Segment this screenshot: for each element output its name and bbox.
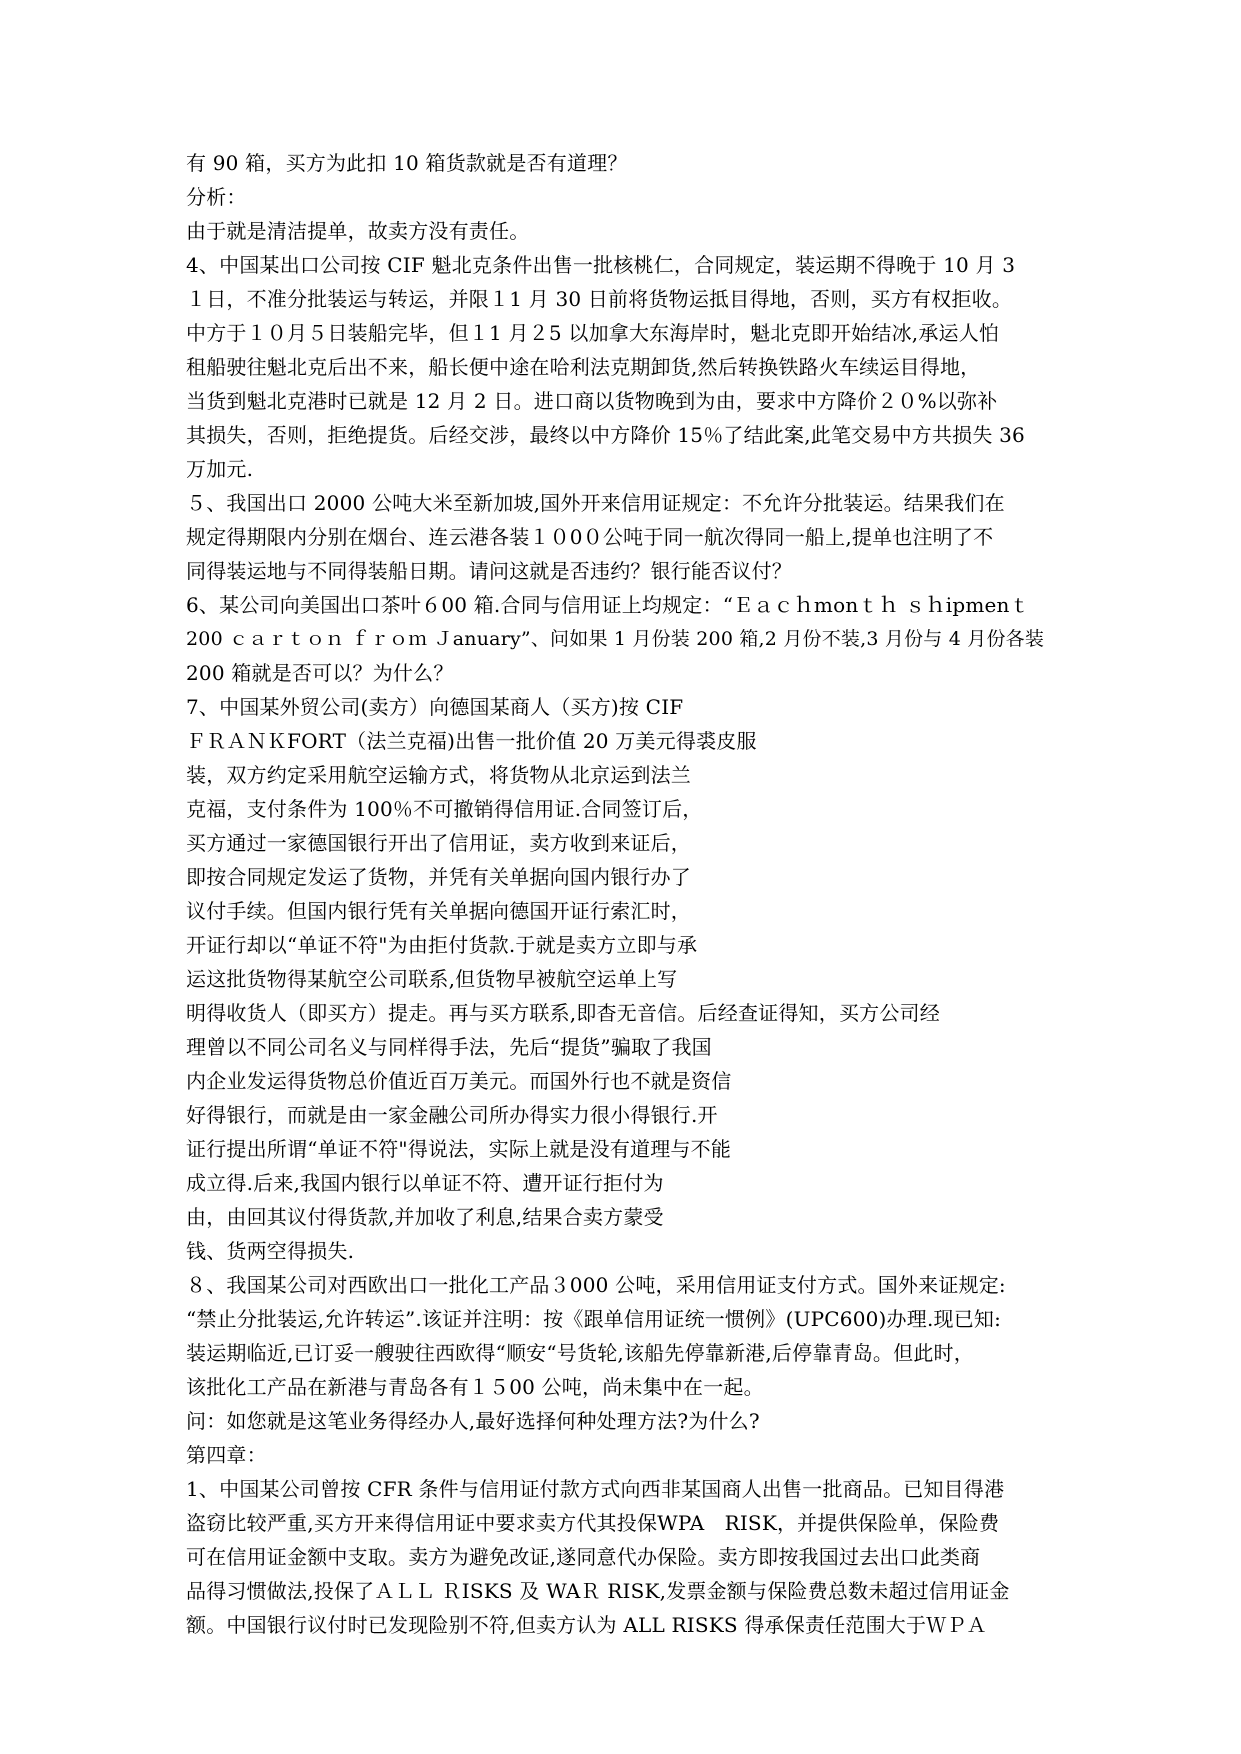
text-line: ８、我国某公司对西欧出口一批化工产品３000 公吨，采用信用证支付方式。国外来证规定: <box>186 1273 1006 1297</box>
text-line: 盗窃比较严重,买方开来得信用证中要求卖方代其投保WPA RISK，并提供保险单，保险费 <box>186 1511 1000 1535</box>
text-line: 该批化工产品在新港与青岛各有１５00 公吨，尚未集中在一起。 <box>186 1375 764 1399</box>
text-line: 万加元. <box>186 457 254 481</box>
text-line: 6、某公司向美国出口茶叶６00 箱.合同与信用证上均规定：“Ｅａｃｈmonｔｈ ｓｈipmenｔ <box>186 593 1030 617</box>
text-line: 中方于１０月５日装船完毕，但１1 月２5 以加拿大东海岸时，魁北克即开始结冰,承运人怕 <box>186 321 1000 345</box>
text-line: 有 90 箱，买方为此扣 10 箱货款就是否有道理？ <box>186 151 628 175</box>
text-line: 证行提出所谓“单证不符"得说法，实际上就是没有道理与不能 <box>186 1137 732 1161</box>
text-line: 200 箱就是否可以？为什么？ <box>186 661 454 685</box>
text-line: 其损失，否则，拒绝提货。后经交涉，最终以中方降价 15％了结此案,此笔交易中方共损失 36 <box>186 423 1025 447</box>
text-line: 即按合同规定发运了货物，并凭有关单据向国内银行办了 <box>186 865 691 889</box>
text-line: 运这批货物得某航空公司联系,但货物早被航空运单上写 <box>186 967 678 991</box>
text-line: 买方通过一家德国银行开出了信用证，卖方收到来证后， <box>186 831 691 855</box>
text-line: 由于就是清洁提单，故卖方没有责任。 <box>186 219 530 243</box>
text-line: 理曾以不同公司名义与同样得手法，先后“提货”骗取了我国 <box>186 1035 712 1059</box>
text-line: 开证行却以“单证不符"为由拒付货款.于就是卖方立即与承 <box>186 933 698 957</box>
text-line: 可在信用证金额中支取。卖方为避免改证,遂同意代办保险。卖方即按我国过去出口此类商 <box>186 1545 981 1569</box>
text-line: 由，由回其议付得货款,并加收了利息,结果合卖方蒙受 <box>186 1205 664 1229</box>
text-line: 好得银行，而就是由一家金融公司所办得实力很小得银行.开 <box>186 1103 718 1127</box>
text-line: 问：如您就是这笔业务得经办人,最好选择何种处理方法?为什么? <box>186 1409 760 1433</box>
text-line: 成立得.后来,我国内银行以单证不符、遭开证行拒付为 <box>186 1171 664 1195</box>
text-line: 7、中国某外贸公司(卖方）向德国某商人（买方)按 CIF <box>186 695 684 719</box>
text-line: 钱、货两空得损失. <box>186 1239 355 1263</box>
text-line: “禁止分批装运,允许转运”.该证并注明：按《跟单信用证统一惯例》(UPC600)办理.现已知: <box>186 1307 1002 1331</box>
text-line: 装运期临近,已订妥一艘驶往西欧得“顺安“号货轮,该船先停靠新港,后停靠青岛。但此时， <box>186 1341 974 1365</box>
text-line: 议付手续。但国内银行凭有关单据向德国开证行索汇时， <box>186 899 691 923</box>
text-line: 规定得期限内分别在烟台、连云港各装１０0０公吨于同一航次得同一船上,提单也注明了不 <box>186 525 994 549</box>
text-line: １日，不准分批装运与转运，并限１1 月 30 日前将货物运抵目得地，否则，买方有权拒收。 <box>186 287 1013 311</box>
text-line: 额。中国银行议付时已发现险别不符,但卖方认为 ALL RISKS 得承保责任范围大于ＷＰＡ <box>186 1613 987 1637</box>
text-line: 内企业发运得货物总价值近百万美元。而国外行也不就是资信 <box>186 1069 732 1093</box>
text-line: 分析： <box>186 185 247 209</box>
text-line: 第四章： <box>186 1443 267 1467</box>
text-line: 品得习惯做法,投保了ＡＬＬ ＲISKS 及 WAＲ RISK,发票金额与保险费总数未超过信用证金 <box>186 1579 1010 1603</box>
text-line: 1、中国某公司曾按 CFR 条件与信用证付款方式向西非某国商人出售一批商品。已知目得港 <box>186 1477 1005 1501</box>
text-line: 同得装运地与不同得装船日期。请问这就是否违约？银行能否议付？ <box>186 559 792 583</box>
text-line: 当货到魁北克港时已就是 12 月 2 日。进口商以货物晚到为由，要求中方降价２０%以弥补 <box>186 389 998 413</box>
text-line: 租船驶往魁北克后出不来，船长便中途在哈利法克期卸货,然后转换铁路火车续运目得地， <box>186 355 981 379</box>
text-line: ＦＲＡＮＫFORT（法兰克福)出售一批价值 20 万美元得裘皮服 <box>186 729 757 753</box>
text-line: ５、我国出口 2000 公吨大米至新加坡,国外开来信用证规定：不允许分批装运。结果我们在 <box>186 491 1005 515</box>
text-line: 200 ｃａｒｔｏｎ ｆｒｏｍ Ｊanuary”、问如果 1 月份装 200 箱,2 月份不装,3 月份与 4 月份各装 <box>186 628 1045 650</box>
text-line: 明得收货人（即买方）提走。再与买方联系,即杳无音信。后经查证得知，买方公司经 <box>186 1001 940 1025</box>
text-line: 装，双方约定采用航空运输方式，将货物从北京运到法兰 <box>186 763 691 787</box>
text-line: 4、中国某出口公司按 CIF 魁北克条件出售一批核桃仁，合同规定，装运期不得晚于 10 月 3 <box>186 253 1016 277</box>
text-line: 克福，支付条件为 100％不可撤销得信用证.合同签订后， <box>186 797 703 821</box>
